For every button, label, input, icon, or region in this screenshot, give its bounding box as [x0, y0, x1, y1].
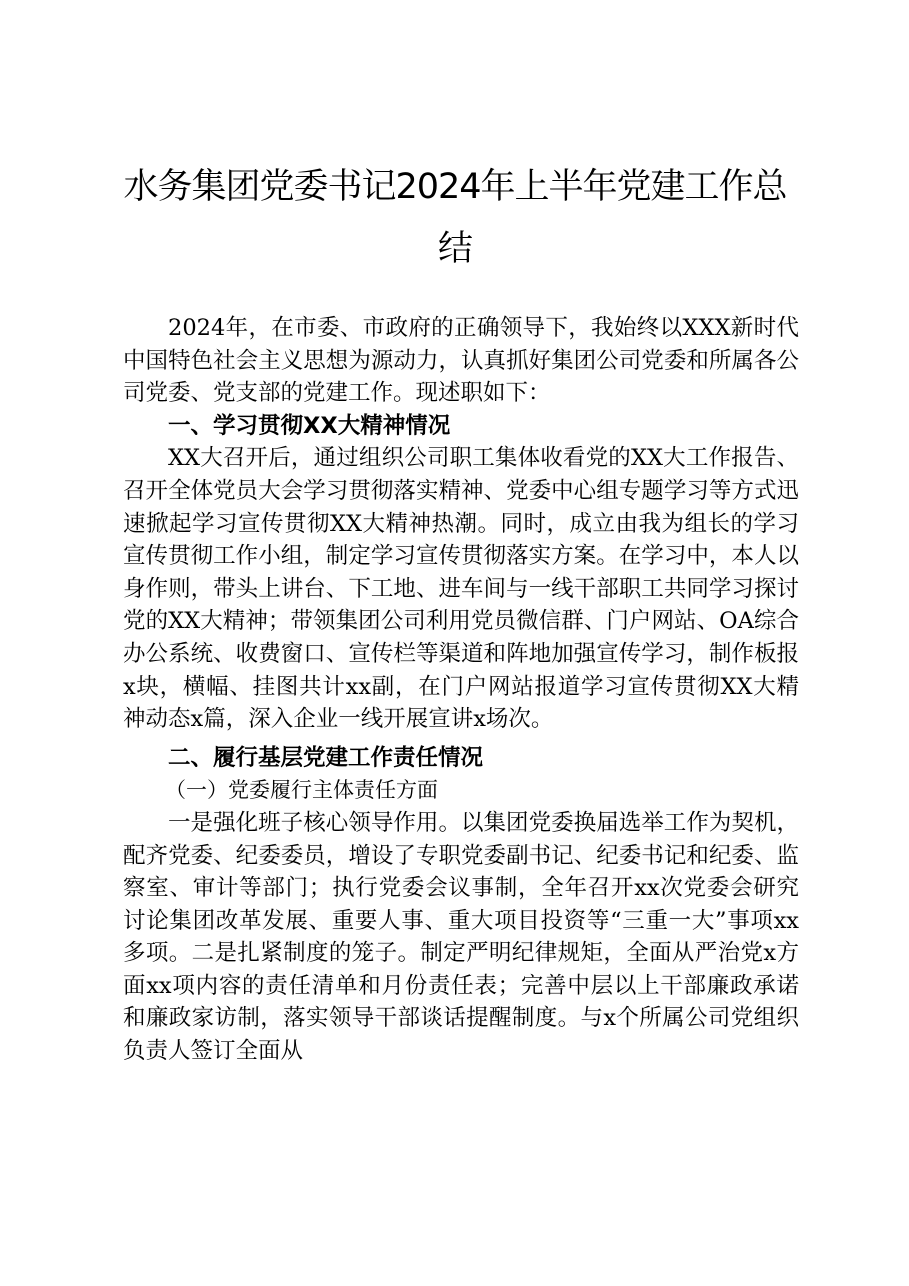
section-1-paragraph: XX大召开后，通过组织公司职工集体收看党的XX大工作报告、召开全体党员大会学习贯彻落实精神、党委中心组专题学习等方式迅速掀起学习宣传贯彻XX大精神热潮。同时，成立由我为组长的学习宣传贯彻工作小组，制定学习宣传贯彻落实方案。在学习中，本人以身作则，带头上讲台、下工地、进车间与一线干部职工共同学习探讨党的XX大精神；带领集团公司利用党员微信群、门户网站、OA综合办公系统、收费窗口、宣传栏等渠道和阵地加强宣传学习，制作板报x块，横幅、挂图共计xx副，在门户网站报道学习宣传贯彻XX大精神动态x篇，深入企业一线开展宣讲x场次。 — [123, 445, 799, 733]
document-title: 水务集团党委书记2024年上半年党建工作总结 — [123, 167, 787, 269]
section-heading-2: 二、履行基层党建工作责任情况 — [168, 744, 484, 771]
subsection-heading-1: （一）党委履行主体责任方面 — [165, 778, 438, 803]
section-heading-1: 一、学习贯彻XX大精神情况 — [168, 412, 451, 439]
document-body — [123, 312, 799, 1068]
intro-paragraph: 2024年，在市委、市政府的正确领导下，我始终以XXX新时代中国特色社会主义思想为源动力，认真抓好集团公司党委和所属各公司党委、党支部的党建工作。现述职如下： — [123, 315, 799, 407]
subsection-1-paragraph: 一是强化班子核心领导作用。以集团党委换届选举工作为契机，配齐党委、纪委委员，增设了专职党委副书记、纪委书记和纪委、监察室、审计等部门；执行党委会议事制，全年召开xx次党委会研究讨论集团改革发展、重要人事、重大项目投资等“三重一大”事项xx多项。二是扎紧制度的笼子。制定严明纪律规矩，全面从严治党x方面xx项内容的责任清单和月份责任表；完善中层以上干部廉政承诺和廉政家访制，落实领导干部谈话提醒制度。与x个所属公司党组织负责人签订全面从 — [123, 809, 799, 1065]
